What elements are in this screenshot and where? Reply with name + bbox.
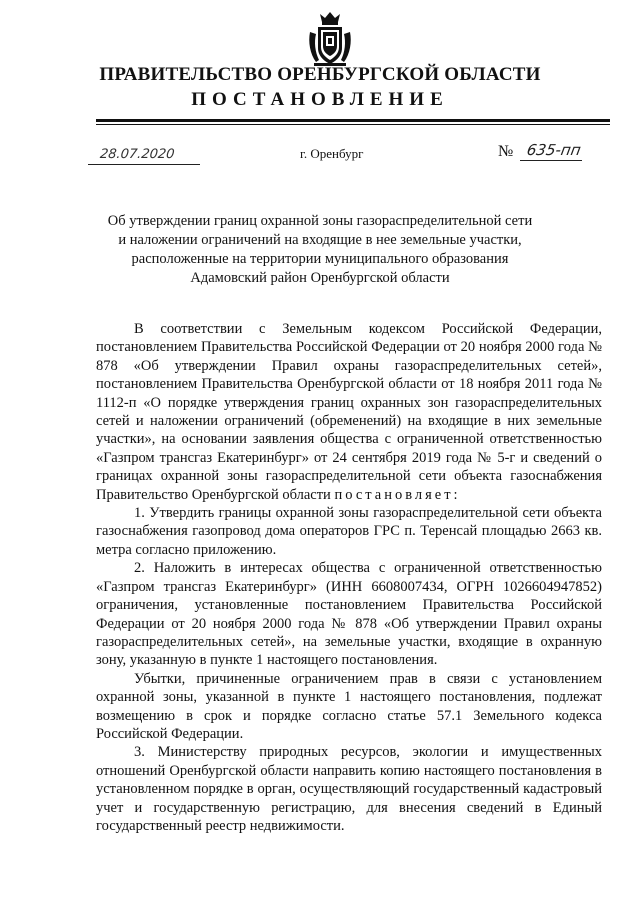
document-body <box>96 320 602 835</box>
number-underline <box>520 160 582 161</box>
item-3: 3. Министерству природных ресурсов, экологии и имущественных отношений Оренбургской области направить копию настоящего постановления в установленном порядке в орган, осуществляющий государственный кадастровый учет и государственную регистрацию, для внесения сведений в Единый государственный реестр недвижимости. <box>96 744 602 834</box>
subject-line: и наложении ограничений на входящие в нее земельные участки, <box>118 232 522 248</box>
coat-of-arms-icon <box>306 12 354 68</box>
decree-word: постановляет: <box>334 486 461 503</box>
number-sign: № <box>498 143 514 160</box>
losses-paragraph: Убытки, причиненные ограничением прав в связи с установлением охранной зоны, указанной в пункте 1 настоящего постановления, подлежат возмещению в срок и порядке согласно статье 57.1 Земельного кодекса Российской Федерации. <box>96 670 602 742</box>
date-text: 28.07.2020 <box>99 147 176 162</box>
document-type: ПОСТАНОВЛЕНИЕ <box>191 89 449 110</box>
item-1: 1. Утвердить границы охранной зоны газораспределительной сети объекта газоснабжения газопровод дома операторов ГРС п. Теренсай площадью 2663 кв. метра согласно приложению. <box>96 505 602 558</box>
subject-line: Адамовский район Оренбургской области <box>190 270 450 286</box>
document-subject <box>0 212 640 288</box>
date-underline <box>88 164 200 165</box>
preamble-paragraph <box>96 320 602 504</box>
document-date <box>88 147 200 165</box>
header-rule-thin <box>96 124 610 125</box>
item-2: 2. Наложить в интересах общества с ограниченной ответственностью «Газпром трансгаз Екатеринбург» (ИНН 6608007434, ОГРН 1026604947852) ограничения, установленные постановлением Правительства Российской Федерации от 20 ноября 2000 года № 878 «Об утверждении Правил охраны газораспределительных сетей», на земельные участки, входящие в охранную зону, указанную в пункте 1 настоящего постановления. <box>96 560 602 669</box>
preamble-text: В соответствии с Земельным кодексом Российской Федерации, постановлением Правительства Российской Федерации от 20 ноября 2000 года № 878 «Об утверждении Правил охраны газораспределительных сетей», постановлением Правительства Оренбургской области от 18 ноября 2011 года № 1112-п «О порядке утверждения границ охранных зон газораспределительных сетей и наложении ограничений (обременений) на входящие в них земельные участки», на основании заявления общества с ограниченной ответственностью «Газпром трансгаз Екатеринбург» от 24 сентября 2019 года № 5-г и сведений о границах охранной зоны газораспределительной сети объекта газоснабжения Правительство Оренбургской области <box>96 321 602 503</box>
subject-line: Об утверждении границ охранной зоны газораспределительной сети <box>107 213 533 229</box>
subject-line: расположенные на территории муниципального образования <box>131 251 509 267</box>
government-title: ПРАВИТЕЛЬСТВО ОРЕНБУРГСКОЙ ОБЛАСТИ <box>99 64 541 85</box>
city: г. Оренбург <box>300 146 364 161</box>
header-rule-thick <box>96 119 610 122</box>
document-number: 635-пп <box>525 141 583 159</box>
